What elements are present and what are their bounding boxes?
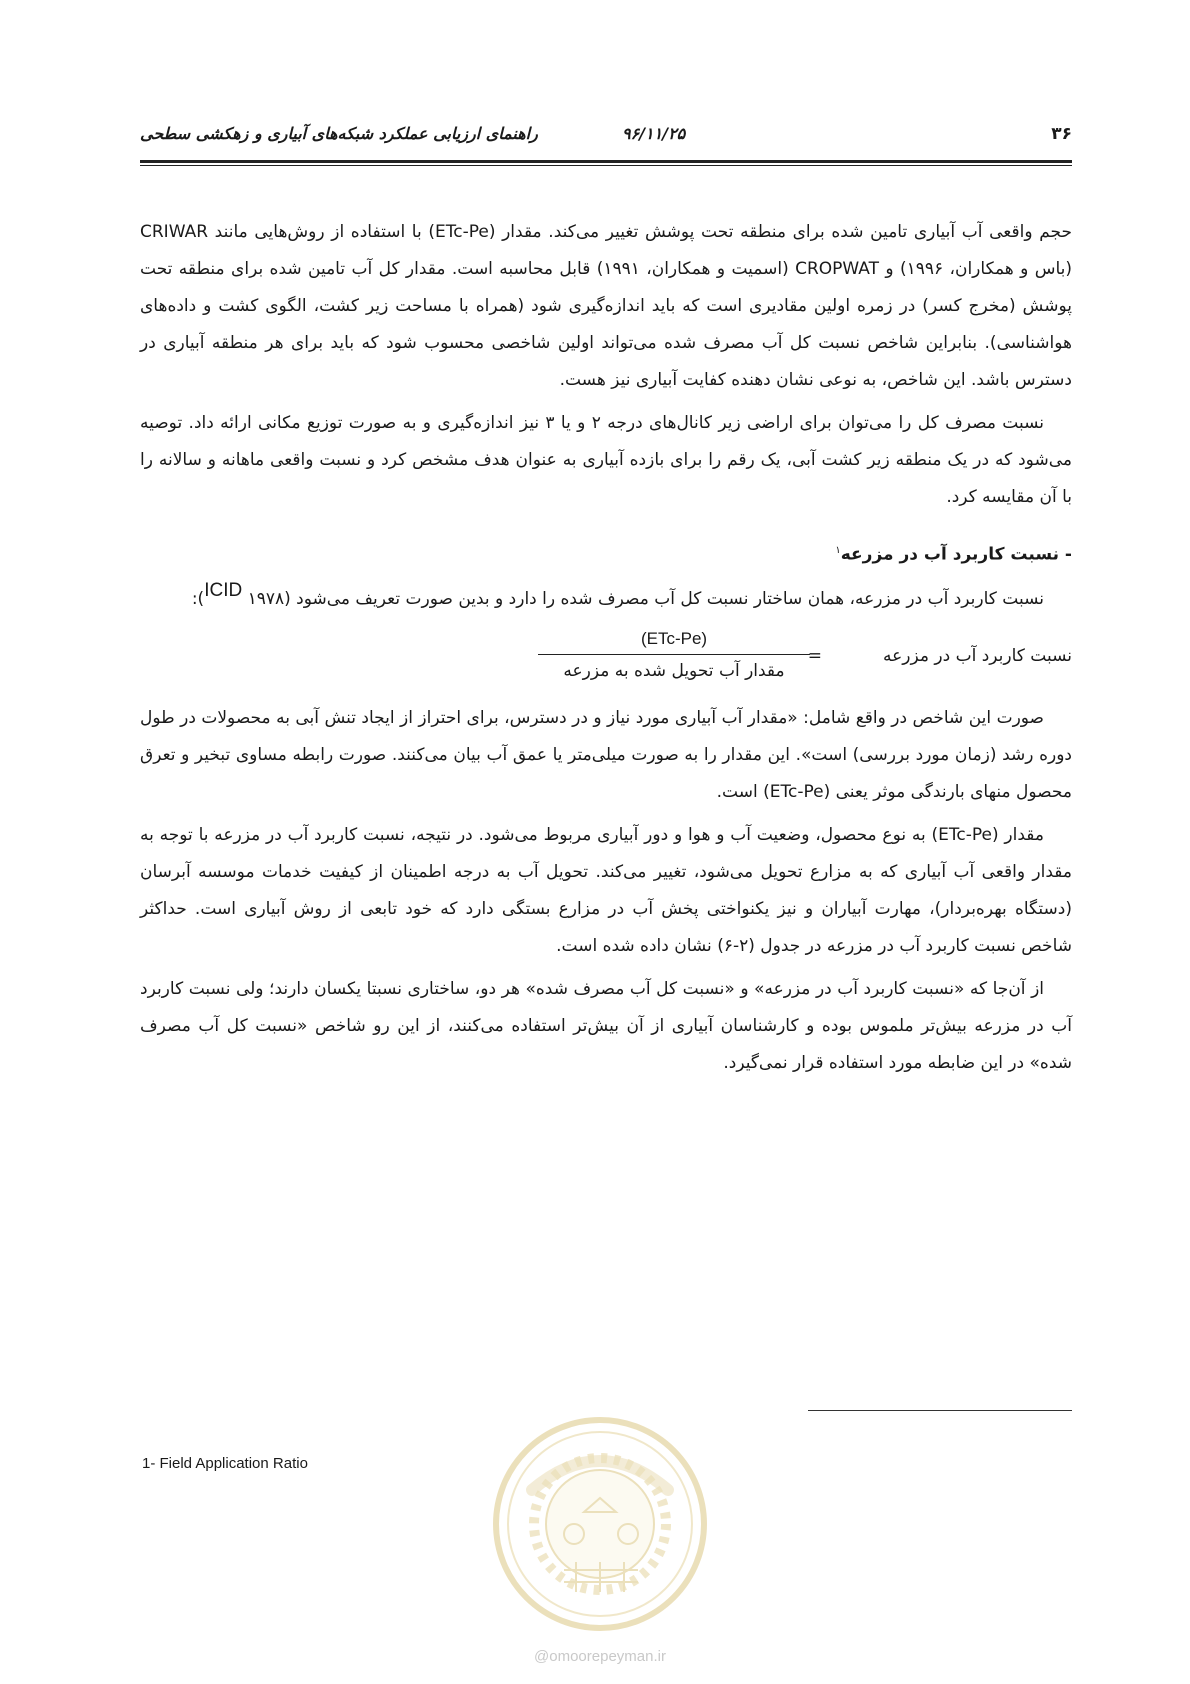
paragraph-6: از آن‌جا که «نسبت کاربرد آب در مزرعه» و «نسبت کل آب مصرف شده» هر دو، ساختاری نسبتا یکسان دارند؛ ولی نسبت کاربرد آب در مزرعه بیش‌تر ملموس بوده و کارشناسان آبیاری از آن بیش‌تر استفاده می‌کنند، از این رو شاخص «نسبت کل آب مصرف شده» در این ضابطه مورد استفاده قرار نمی‌گیرد. [140, 978, 1072, 1073]
footnote-ref: ۱ [835, 545, 841, 556]
paragraph-3-text: نسبت کاربرد آب در مزرعه، همان ساختار نسبت کل آب مصرف شده را دارد و بدین صورت تعریف می‌شود (۱۹۷۸ [247, 588, 1044, 609]
paragraph-3-end: ): [191, 588, 205, 609]
header-title: راهنمای ارزیابی عملکرد شبکه‌های آبیاری و زهکشی سطحی [140, 124, 538, 143]
footnote-rule [808, 1410, 1072, 1411]
watermark-seal-icon [488, 1412, 712, 1636]
icid-citation: ICID [204, 579, 243, 601]
section-heading-text: - نسبت کاربرد آب در مزرعه [840, 544, 1072, 565]
paragraph-5: مقدار (ETc-Pe) به نوع محصول، وضعیت آب و هوا و دور آبیاری مربوط می‌شود. در نتیجه، نسبت کاربرد آب در مزرعه با توجه به مقدار واقعی آب آبیاری که به مزارع تحویل می‌شود، تغییر می‌کند. تحویل آب به درجه اطمینان از کیفیت خدمات موسسه آبرسان (دستگاه بهره‌بردار)، مهارت آبیاران و نیز یکنواختی پخش آب در مزارع بستگی دارد که خود تابعی از روش آبیاری است. حداکثر شاخص نسبت کاربرد آب در مزرعه در جدول (۲-۶) نشان داده شده است. [140, 824, 1072, 956]
formula [140, 624, 1072, 690]
document-body [140, 214, 1072, 1088]
header-date: ۹۶/۱۱/۲۵ [622, 124, 686, 143]
formula-numerator: (ETc-Pe) [538, 624, 810, 655]
formula-lhs: نسبت کاربرد آب در مزرعه [883, 645, 1072, 666]
section-heading [140, 532, 1072, 574]
formula-denominator: مقدار آب تحویل شده به مزرعه [563, 660, 785, 681]
page-number: ۳۶ [1051, 124, 1072, 144]
paragraph-3 [140, 580, 1072, 618]
formula-equals: = [807, 645, 822, 666]
watermark-site: @omoorepeyman.ir [534, 1648, 666, 1665]
paragraph-4: صورت این شاخص در واقع شامل: «مقدار آب آبیاری مورد نیاز و در دسترس، برای احتراز از ایجاد تنش آبی به محصولات در طول دوره رشد (زمان مورد بررسی) است». این مقدار را به صورت میلی‌متر یا عمق آب بیان می‌کنند. صورت رابطه مساوی تبخیر و تعرق محصول منهای بارندگی موثر یعنی (ETc-Pe) است. [140, 707, 1072, 802]
paragraph-1: حجم واقعی آب آبیاری تامین شده برای منطقه تحت پوشش تغییر می‌کند. مقدار (ETc-Pe) با استفاده از روش‌هایی مانند CRIWAR (باس و همکاران، ۱۹۹۶) و CROPWAT (اسمیت و همکاران، ۱۹۹۱) قابل محاسبه است. مقدار کل آب تامین شده برای منطقه تحت پوشش (مخرج کسر) در زمره اولین مقادیری است که باید اندازه‌گیری شود (همراه با مساحت زیر کشت، الگوی کشت و داده‌های هواشناسی). بنابراین شاخص نسبت کل آب مصرف شده می‌تواند اولین شاخصی محسوب شود که باید برای هر منطقه آبیاری در دسترس باشد. این شاخص، به نوعی نشان دهنده کفایت آبیاری نیز هست. [140, 222, 1073, 390]
formula-fraction [538, 624, 810, 687]
header-rule-thick [140, 160, 1072, 163]
header-rule-thin [140, 165, 1072, 166]
footnote: 1- Field Application Ratio [142, 1455, 308, 1472]
page-header [140, 124, 1072, 154]
paragraph-2: نسبت مصرف کل را می‌توان برای اراضی زیر کانال‌های درجه ۲ و یا ۳ نیز اندازه‌گیری و به صورت توزیع مکانی ارائه داد. توصیه می‌شود که در یک منطقه زیر کشت آبی، یک رقم را برای بازده آبیاری به عنوان هدف مشخص کرد و نسبت واقعی ماهانه و سالانه را با آن مقایسه کرد. [140, 413, 1072, 507]
